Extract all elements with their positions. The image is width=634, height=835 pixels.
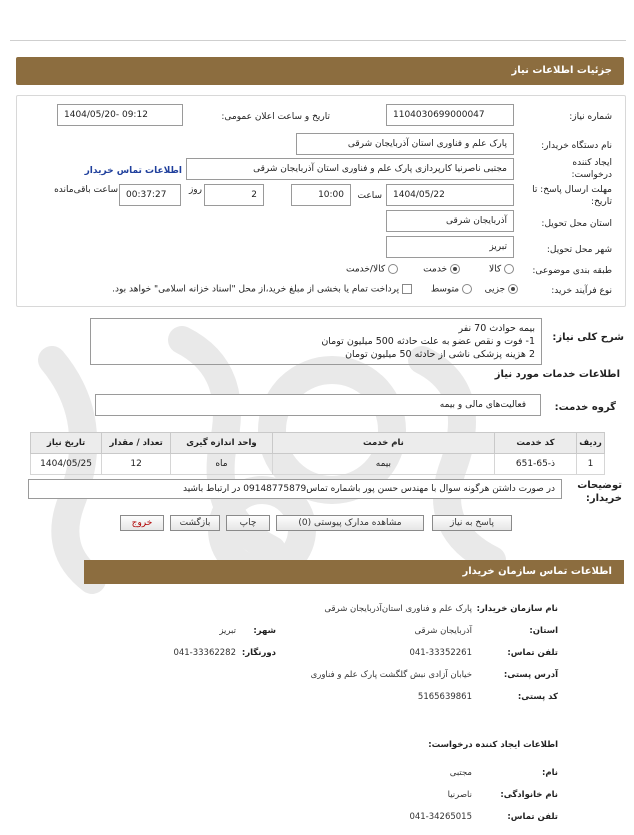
org-value: پارک علم و فناوری استان‌آذربایجان شرقی [324, 604, 472, 614]
payment-note[interactable] [40, 284, 412, 298]
creator-label-2: درخواست: [571, 170, 612, 180]
deadline-time-field: 10:00 [291, 184, 351, 206]
col-code: کد خدمت [494, 433, 576, 454]
process-minor-text: جزیی [484, 284, 506, 295]
fax-label: دورنگار: [241, 648, 276, 658]
process-option-minor[interactable] [478, 284, 518, 298]
need-number-field: 1104030699000047 [386, 104, 514, 126]
page-title-bar [16, 57, 624, 85]
col-unit: واحد اندازه گیری [171, 433, 273, 454]
buyer-notes-field: در صورت داشتن هرگونه سوال با مهندس حسن پور باشماره تماس09148775879 در ارتباط باشید [28, 479, 562, 499]
buyer-notes-label-2: خریدار: [585, 493, 622, 504]
postal-label: کد پستی: [517, 692, 558, 702]
need-number-label: شماره نیاز: [569, 112, 612, 122]
page-title: جزئیات اطلاعات نیاز [511, 65, 612, 76]
creator-family-label: نام خانوادگی: [500, 790, 558, 800]
fax-value: 041-33362282 [173, 648, 236, 658]
table-row [31, 454, 605, 475]
creator-label-1: ایجاد کننده [572, 158, 612, 168]
cell-row: 1 [577, 454, 605, 475]
category-goods-text: کالا [488, 264, 502, 275]
process-medium-radio[interactable] [462, 284, 472, 294]
remaining-time-field: 00:37:27 [119, 184, 181, 206]
description-label: شرح کلی نیاز: [552, 332, 624, 343]
days-label: روز [188, 185, 202, 195]
process-medium-text: متوسط [430, 284, 460, 295]
description-line-1: بیمه حوادث 70 نفر [458, 323, 535, 334]
process-minor-radio[interactable] [508, 284, 518, 294]
services-table-header [31, 433, 605, 454]
deadline-label-2: تاریخ: [591, 197, 612, 207]
contact-section-bar [84, 560, 624, 584]
deadline-time-label: ساعت [357, 191, 382, 201]
description-box [90, 318, 542, 365]
category-goods-service-radio[interactable] [388, 264, 398, 274]
service-group-field: فعالیت‌های مالی و بیمه [95, 394, 541, 416]
category-goods-radio[interactable] [504, 264, 514, 274]
announce-date-label: تاریخ و ساعت اعلان عمومی: [221, 112, 330, 122]
col-date: تاریخ نیاز [31, 433, 102, 454]
category-goods-service-text: کالا/خدمت [345, 264, 386, 275]
creator-name-label: نام: [541, 768, 558, 778]
description-line-2: 1- فوت و نقص عضو به علت حادثه 500 میلیون تومان [321, 336, 535, 347]
exit-button[interactable]: خروج [120, 515, 164, 531]
process-option-medium[interactable] [416, 284, 472, 298]
province-contact-value: آذربایجان شرقی [414, 626, 472, 636]
description-line-3: 2 هزینه پزشکی ناشی از حادثه 50 میلیون تومان [345, 349, 535, 360]
province-field: آذربایجان شرقی [386, 210, 514, 232]
phone-value: 041-33352261 [409, 648, 472, 658]
cell-code: ذ-65-651 [494, 454, 576, 475]
attachments-button[interactable]: مشاهده مدارک پیوستی (0) [276, 515, 424, 531]
buyer-notes-label-1: توضیحات [577, 480, 622, 491]
category-option-goods-service[interactable] [330, 264, 398, 278]
payment-note-text: پرداخت تمام یا بخشی از مبلغ خرید،از محل "اسناد خزانه اسلامی" خواهد بود. [112, 284, 400, 295]
process-label: نوع فرآیند خرید: [551, 286, 612, 296]
deadline-label-1: مهلت ارسال پاسخ: تا [532, 185, 612, 195]
service-group-label: گروه خدمت: [554, 402, 616, 413]
creator-field: مجتبی ناصرنیا کارپردازی پارک علم و فناوری استان آذربایجان شرقی [186, 158, 514, 180]
phone-label: تلفن تماس: [507, 648, 558, 658]
city-field: تبریز [386, 236, 514, 258]
print-button[interactable]: چاپ [226, 515, 270, 531]
services-section-title: اطلاعات خدمات مورد نیاز [494, 369, 620, 380]
category-label: طبقه بندی موضوعی: [532, 266, 612, 276]
deadline-date-field: 1404/05/22 [386, 184, 514, 206]
cell-qty: 12 [102, 454, 171, 475]
cell-date: 1404/05/25 [31, 454, 102, 475]
buyer-field: پارک علم و فناوری استان آذربایجان شرقی [296, 133, 514, 155]
address-label: آدرس پستی: [503, 670, 558, 680]
days-field: 2 [204, 184, 264, 206]
cell-name: بیمه [272, 454, 494, 475]
creator-family-value: ناصرنیا [447, 790, 472, 800]
contact-section-title: اطلاعات تماس سازمان خریدار [462, 566, 612, 577]
postal-value: 5165639861 [417, 692, 472, 702]
category-option-service[interactable] [404, 264, 460, 278]
col-row: ردیف [577, 433, 605, 454]
creator-name-value: مجتبی [449, 768, 472, 778]
respond-button[interactable]: پاسخ به نیاز [432, 515, 512, 531]
category-option-goods[interactable] [468, 264, 514, 278]
category-service-radio[interactable] [450, 264, 460, 274]
buyer-contact-link[interactable]: اطلاعات تماس خریدار [84, 166, 182, 176]
province-contact-label: استان: [529, 626, 558, 636]
address-value: خیابان آزادی نبش گلگشت پارک علم و فناوری [310, 670, 472, 680]
announce-date-field: 1404/05/20- 09:12 [57, 104, 183, 126]
org-label: نام سازمان خریدار: [476, 604, 558, 614]
creator-phone-label: تلفن تماس: [507, 812, 558, 822]
category-service-text: خدمت [423, 264, 448, 275]
creator-info-title: اطلاعات ایجاد کننده درخواست: [428, 740, 558, 750]
province-label: استان محل تحویل: [541, 219, 612, 229]
cell-unit: ماه [171, 454, 273, 475]
city-contact-label: شهر: [253, 626, 276, 636]
buyer-label: نام دستگاه خریدار: [541, 141, 612, 151]
back-button[interactable]: بازگشت [170, 515, 220, 531]
remaining-time-label: ساعت باقی‌مانده [54, 185, 118, 195]
col-qty: تعداد / مقدار [102, 433, 171, 454]
payment-checkbox[interactable] [402, 284, 412, 294]
top-divider [10, 40, 626, 41]
creator-phone-value: 041-34265015 [409, 812, 472, 822]
col-name: نام خدمت [272, 433, 494, 454]
city-contact-value: تبریز [219, 626, 236, 636]
services-table [30, 432, 605, 475]
city-label: شهر محل تحویل: [546, 245, 612, 255]
